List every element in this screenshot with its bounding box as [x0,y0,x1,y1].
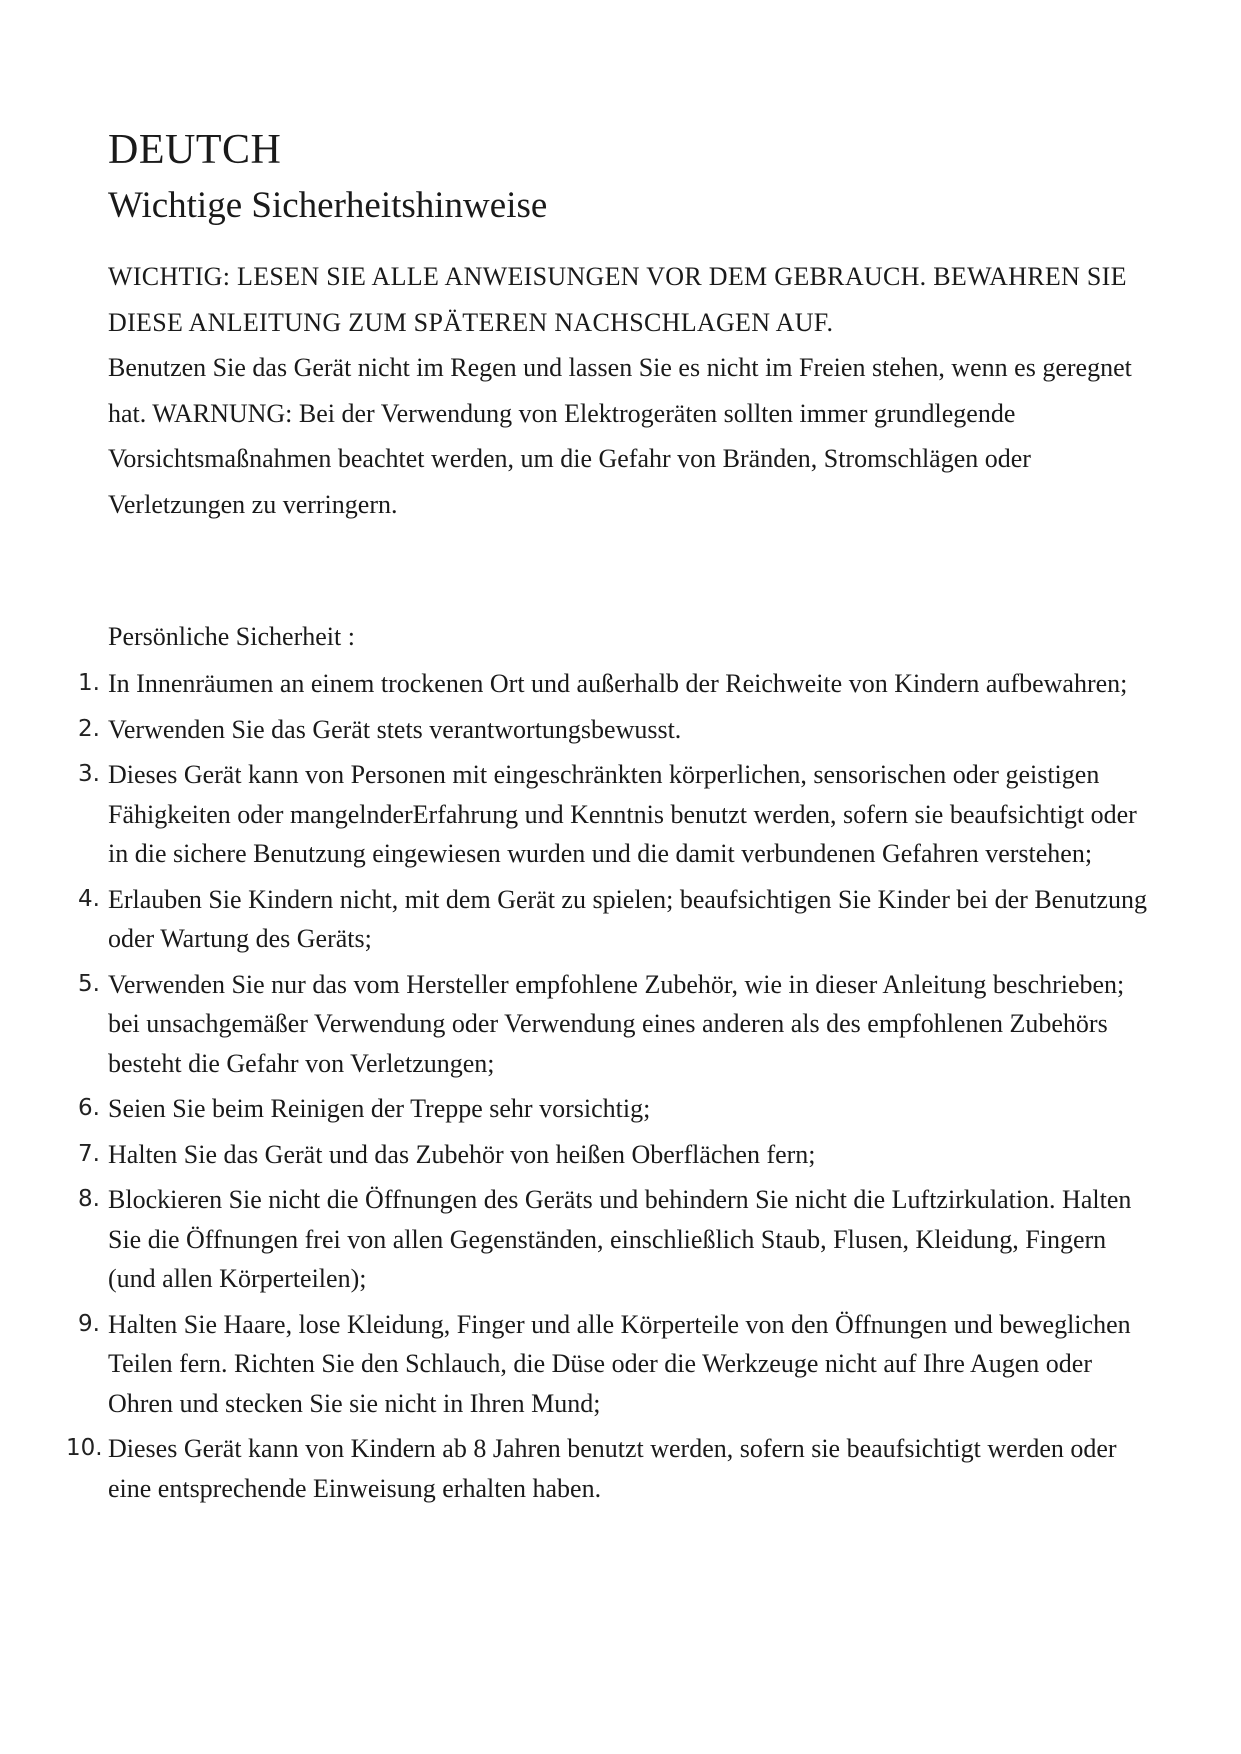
item-number: 1. [78,670,100,696]
list-item [0,664,1160,704]
item-number: 8. [78,1186,100,1212]
list-item [0,965,1160,1084]
item-number: 6. [78,1095,100,1121]
item-number: 9. [78,1310,100,1337]
important-notice: WICHTIG: LESEN SIE ALLE ANWEISUNGEN VOR DEM GEBRAUCH. BEWAHREN SIE DIESE ANLEITUNG ZUM SPÄTEREN NACHSCHLAGEN AUF. [108,262,1127,337]
list-item [0,1089,1160,1129]
item-text: Dieses Gerät kann von Kindern ab 8 Jahren benutzt werden, sofern sie beaufsichtigt werden oder eine entsprechende Einweisung erhalten haben. [108,1434,1117,1503]
item-text: Blockieren Sie nicht die Öffnungen des Geräts und behindern Sie nicht die Luftzirkulation. Halten Sie die Öffnungen frei von allen Gegenständen, einschließlich Staub, Flusen, Kleidung, Fingern (und allen Körperteilen); [108,1185,1132,1293]
language-heading: DEUTCH [108,127,282,173]
item-text: Verwenden Sie nur das vom Hersteller empfohlene Zubehör, wie in dieser Anleitung beschrieben; bei unsachgemäßer Verwendung oder Verwendung eines anderen als des empfohlenen Zubehörs besteht die Gefahr von Verletzungen; [108,969,1125,1078]
item-text: Halten Sie das Gerät und das Zubehör von heißen Oberflächen fern; [108,1139,816,1169]
item-text: Verwenden Sie das Gerät stets verantwortungsbewusst. [108,714,682,744]
item-text: Erlauben Sie Kindern nicht, mit dem Gerät zu spielen; beaufsichtigen Sie Kinder bei der Benutzung oder Wartung des Geräts; [108,884,1147,953]
item-number: 7. [78,1140,100,1167]
item-number: 2. [78,715,100,742]
intro-block [108,254,1158,527]
item-text: Dieses Gerät kann von Personen mit eingeschränkten körperlichen, sensorischen oder geistigen Fähigkeiten oder mangelnderErfahrung und Kenntnis benutzt werden, sofern sie beaufsichtigt oder in die sichere Benutzung eingewiesen wurden und die damit verbundenen Gefahren verstehen; [108,760,1137,868]
warning-paragraph: Benutzen Sie das Gerät nicht im Regen und lassen Sie es nicht im Freien stehen, wenn es geregnet hat. WARNUNG: Bei der Verwendung von Elektrogeräten sollten immer grundlegende Vorsichtsmaßnahmen beachtet werden, um die Gefahr von Bränden, Stromschlägen oder Verletzungen zu verringern. [108,353,1132,519]
list-item [0,755,1160,874]
safety-list [0,664,1160,1514]
item-text: In Innenräumen an einem trockenen Ort und außerhalb der Reichweite von Kindern aufbewahren; [108,669,1128,698]
item-number: 4. [78,885,100,912]
list-item [0,1135,1160,1175]
item-text: Halten Sie Haare, lose Kleidung, Finger und alle Körperteile von den Öffnungen und beweglichen Teilen fern. Richten Sie den Schlauch, die Düse oder die Werkzeuge nicht auf Ihre Augen oder Ohren und stecken Sie sie nicht in Ihren Mund; [108,1309,1131,1418]
section-heading: Persönliche Sicherheit : [108,622,355,651]
list-item [0,710,1160,750]
item-number: 5. [78,970,100,997]
list-item [0,1305,1160,1424]
item-text: Seien Sie beim Reinigen der Treppe sehr vorsichtig; [108,1094,651,1123]
item-number: 10. [66,1435,103,1461]
item-number: 3. [78,761,100,787]
page-title: Wichtige Sicherheitshinweise [108,185,548,226]
list-item [0,1429,1160,1508]
list-item [0,1180,1160,1299]
list-item [0,880,1160,959]
